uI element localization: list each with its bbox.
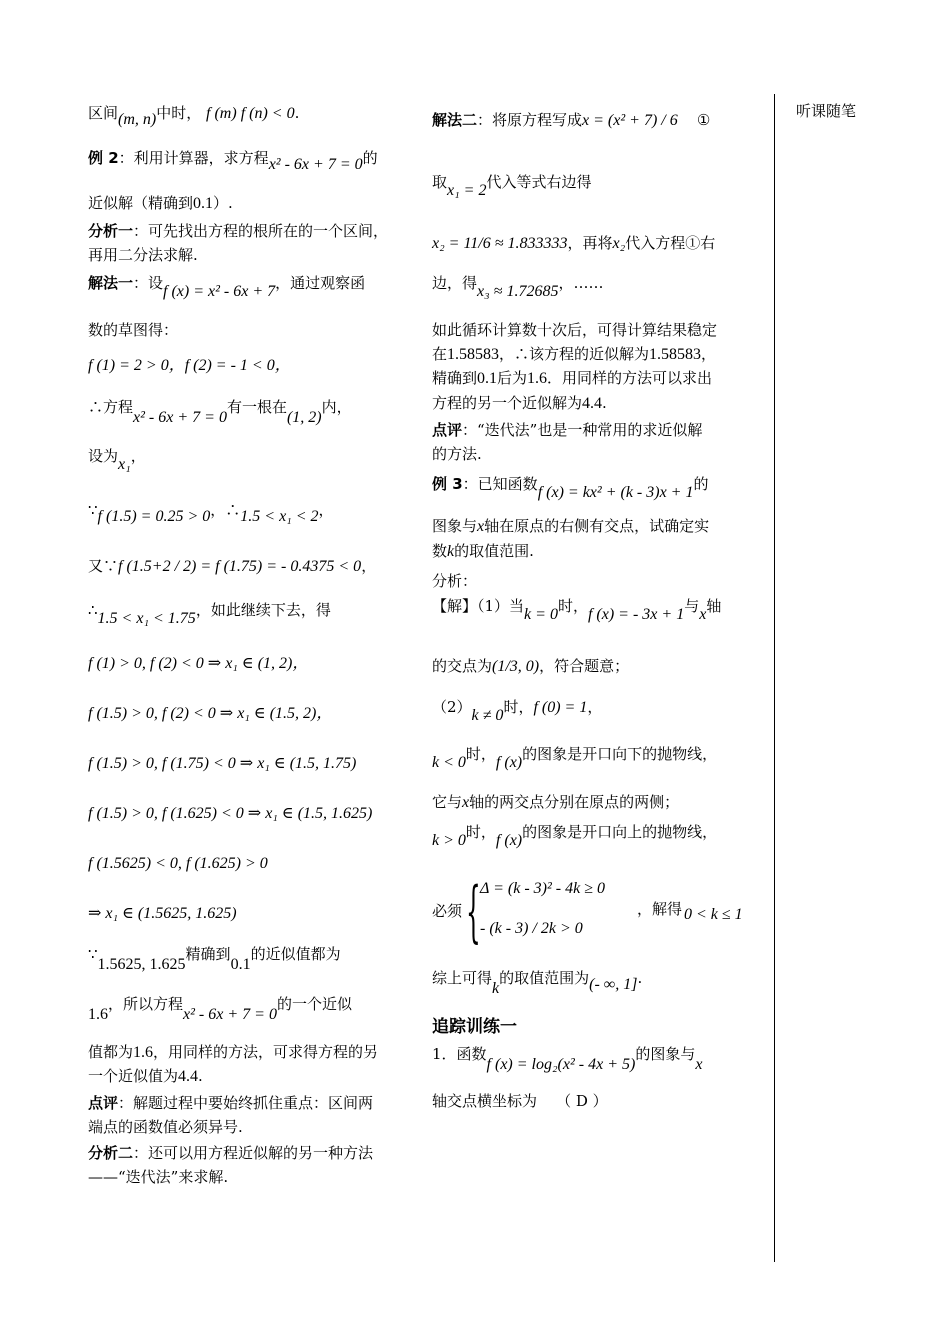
mid-line-3: x₂ = 11/6 ≈ 1.833333，再将x₂代入方程①右 <box>432 234 716 252</box>
mid-line-9: 点评：“迭代法”也是一种常用的求近似解 <box>432 421 703 439</box>
margin-rule <box>774 94 775 1262</box>
mid-line-16: 的交点为(1/3, 0)，符合题意； <box>432 657 630 675</box>
mid-line-12: 图象与x轴在原点的右侧有交点，试确定实 <box>432 517 710 535</box>
mid-line-15: 【解】（1）当k = 0时，f (x) = - 3x + 1与x轴 <box>432 597 722 623</box>
left-line-26: 分析二：还可以用方程近似解的另一种方法 <box>88 1144 374 1162</box>
left-line-11: ∵f (1.5) = 0.25 > 0，∴1.5 < x₁ < 2， <box>88 501 334 525</box>
left-line-25: 端点的函数值必须异号. <box>88 1118 243 1136</box>
left-line-9: ∴方程x² - 6x + 7 = 0有一根在(1, 2)内， <box>88 398 352 426</box>
left-line-12: 又∵f (1.5+2 / 2) = f (1.75) = - 0.4375 < 0， <box>88 557 377 575</box>
mid-line-10: 的方法. <box>432 445 482 463</box>
left-line-10: 设为x₁， <box>88 447 146 473</box>
bisection-step-3: f (1.5) > 0, f (1.75) < 0 ⇒ x₁ ∈ (1.5, 1.75) <box>88 755 357 772</box>
left-line-24: 点评：解题过程中要始终抓住重点：区间两 <box>88 1094 374 1112</box>
mid-line-11: 例 3：已知函数f (x) = kx² + (k - 3)x + 1的 <box>432 475 709 501</box>
mid-line-6: 在1.58583，∴该方程的近似解为1.58583， <box>432 345 717 363</box>
mid-line-2: 取x₁ = 2代入等式右边得 <box>432 173 592 199</box>
section-heading: 追踪训练一 <box>432 1017 517 1037</box>
bisection-step-6: ⇒ x₁ ∈ (1.5625, 1.625) <box>88 905 237 922</box>
left-line-7: 数的草图得： <box>88 321 179 339</box>
mid-line-20: k > 0时，f (x)的图象是开口向上的抛物线， <box>432 823 718 849</box>
left-line-6: 解法一：设f (x) = x² - 6x + 7，通过观察函 <box>88 274 366 300</box>
mid-line-19: 它与x轴的两交点分别在原点的两侧； <box>432 793 680 811</box>
mid-line-18: k < 0时，f (x)的图象是开口向下的抛物线， <box>432 745 718 771</box>
left-line-8: f (1) = 2 > 0，f (2) = - 1 < 0， <box>88 357 291 374</box>
mid-line-17: （2）k ≠ 0时，f (0) = 1， <box>432 698 603 724</box>
bisection-step-5: f (1.5625) < 0, f (1.625) > 0 <box>88 855 268 872</box>
left-line-3: 近似解（精确到0.1）. <box>88 194 233 212</box>
left-line-4: 分析一：可先找出方程的根所在的一个区间， <box>88 222 389 240</box>
mid-line-13: 数k的取值范围. <box>432 542 534 560</box>
left-line-21: 1.6，所以方程x² - 6x + 7 = 0的一个近似 <box>88 995 352 1023</box>
bisection-step-4: f (1.5) > 0, f (1.625) < 0 ⇒ x₁ ∈ (1.5, 1.625) <box>88 805 373 822</box>
mid-line-8: 方程的另一个近似解为4.4. <box>432 394 607 412</box>
left-line-2: 例 2：利用计算器，求方程x² - 6x + 7 = 0的 <box>88 149 378 173</box>
answer-choice: （ D ） <box>556 1092 608 1110</box>
mid-line-1: 解法二：将原方程写成x = (x² + 7) / 6 ① <box>432 111 711 129</box>
mid-line-5: 如此循环计算数十次后，可得计算结果稳定 <box>432 321 718 339</box>
left-line-13: ∴1.5 < x₁ < 1.75，如此继续下去，得 <box>88 601 331 627</box>
system-brace: { <box>466 873 481 950</box>
bisection-step-1: f (1) > 0, f (2) < 0 ⇒ x₁ ∈ (1, 2)， <box>88 655 309 672</box>
mid-line-24: 1．函数f (x) = log₂(x² - 4x + 5)的图象与x <box>432 1045 703 1073</box>
mid-line-22: 综上可得k的取值范围为(- ∞, 1]. <box>432 969 643 997</box>
left-line-5: 再用二分法求解. <box>88 246 198 264</box>
left-line-1: 区间(m, n)中时， f (m) f (n) < 0. <box>88 104 300 128</box>
mid-line-7: 精确到0.1后为1.6．用同样的方法可以求出 <box>432 369 713 387</box>
left-line-20: ∵1.5625, 1.625精确到0.1的近似值都为 <box>88 945 341 973</box>
left-line-23: 一个近似值为4.4. <box>88 1067 203 1085</box>
side-note-title: 听课随笔 <box>796 102 857 120</box>
mid-line-14: 分析： <box>432 572 478 590</box>
mid-line-25: 轴交点横坐标为 （ D ） <box>432 1092 608 1110</box>
bisection-step-2: f (1.5) > 0, f (2) < 0 ⇒ x₁ ∈ (1.5, 2)， <box>88 705 333 722</box>
left-line-27: ——“迭代法”来求解. <box>88 1168 229 1186</box>
mid-line-4: 边，得x₃ ≈ 1.72685，…… <box>432 274 604 300</box>
left-line-22: 值都为1.6，用同样的方法，可求得方程的另 <box>88 1043 379 1061</box>
